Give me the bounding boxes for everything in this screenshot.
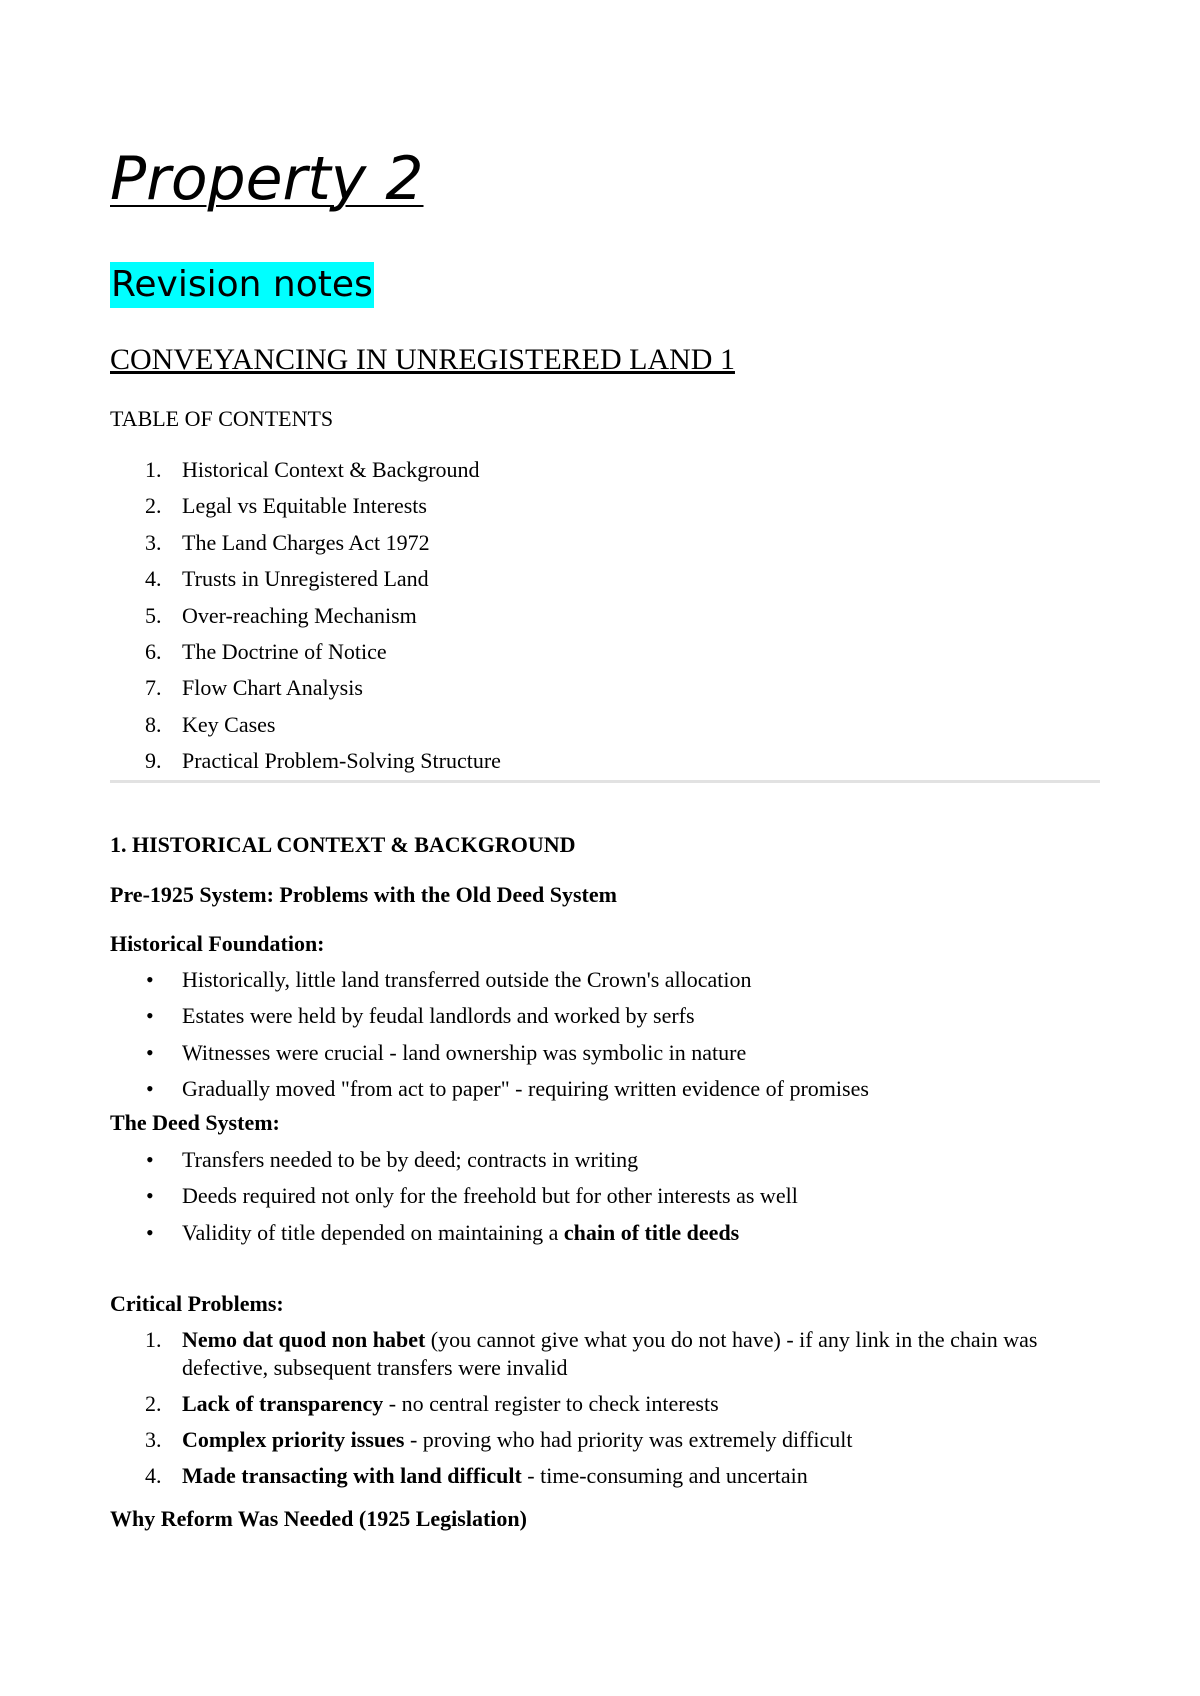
list-item-text: Deeds required not only for the freehold but for other interests as well: [182, 1183, 798, 1209]
deed-system-title: The Deed System:: [110, 1110, 280, 1135]
critical-problems-title: Critical Problems:: [110, 1291, 284, 1316]
bold-term: Made transacting with land difficult: [182, 1463, 522, 1488]
toc-item-label: Over-reaching Mechanism: [182, 602, 417, 628]
list-item-text: Historically, little land transferred outside the Crown's allocation: [182, 967, 752, 992]
main-heading: CONVEYANCING IN UNREGISTERED LAND 1: [110, 343, 735, 376]
toc-item-label: The Land Charges Act 1972: [182, 529, 430, 555]
list-item-text: Transfers needed to be by deed; contracts in writing: [182, 1147, 639, 1172]
list-number: 9.: [145, 748, 162, 774]
bold-term: Nemo dat quod non habet: [182, 1327, 426, 1352]
toc-item: [110, 529, 1100, 565]
list-number: 3.: [145, 1427, 162, 1452]
toc-item: [110, 602, 1100, 638]
toc-item: [110, 456, 1100, 492]
list-number: 5.: [145, 602, 162, 628]
historical-foundation-list: [110, 966, 1100, 1112]
list-item: [110, 1002, 1100, 1038]
list-item: [110, 1146, 1100, 1182]
list-item-text: Validity of title depended on maintaining a: [182, 1219, 564, 1245]
list-number: 4.: [145, 1463, 162, 1488]
bullet-icon: •: [146, 967, 154, 992]
toc-item: [110, 747, 1100, 783]
list-item: [110, 1219, 1100, 1255]
toc-item-label: Legal vs Equitable Interests: [182, 493, 427, 519]
bullet-icon: •: [146, 1147, 154, 1172]
list-item: [110, 1390, 1100, 1418]
bullet-icon: •: [146, 1039, 154, 1065]
bullet-icon: •: [146, 1076, 154, 1102]
list-item: [110, 1462, 1100, 1490]
deed-system-list: [110, 1146, 1100, 1255]
toc-item-label: Practical Problem-Solving Structure: [182, 748, 501, 774]
list-item-text: - time-consuming and uncertain: [521, 1463, 808, 1488]
list-item: [110, 1039, 1100, 1075]
toc-item-label: The Doctrine of Notice: [182, 638, 387, 664]
toc-item: [110, 492, 1100, 528]
list-item-text: Gradually moved "from act to paper" - requiring written evidence of promises: [182, 1076, 869, 1102]
critical-problems-list: [110, 1326, 1100, 1498]
list-number: 1.: [145, 1327, 162, 1352]
list-item-text: Estates were held by feudal landlords and worked by serfs: [182, 1003, 695, 1029]
list-item-text: (you cannot give what you do not have) - if any link in the chain was defective, subsequent transfers were invalid: [182, 1327, 1038, 1380]
toc-item: [110, 565, 1100, 601]
toc-title: TABLE OF CONTENTS: [110, 406, 334, 431]
toc-item-label: Historical Context & Background: [182, 457, 480, 482]
document-title: Property 2: [110, 144, 424, 214]
list-item-text: - proving who had priority was extremely difficult: [404, 1427, 853, 1452]
historical-foundation-title: Historical Foundation:: [110, 931, 325, 956]
toc-item: [110, 711, 1100, 747]
section-heading: 1. HISTORICAL CONTEXT & BACKGROUND: [110, 832, 576, 857]
list-item: [110, 1182, 1100, 1218]
list-number: 8.: [145, 711, 162, 737]
list-number: 1.: [145, 457, 162, 482]
highlighted-subtitle: Revision notes: [110, 262, 374, 308]
list-number: 6.: [145, 638, 162, 664]
bold-term: Complex priority issues: [182, 1427, 405, 1452]
list-item-text: Witnesses were crucial - land ownership was symbolic in nature: [182, 1039, 747, 1065]
list-item: [110, 966, 1100, 1002]
bullet-icon: •: [146, 1003, 154, 1029]
toc-item: [110, 674, 1100, 710]
bullet-icon: •: [146, 1183, 154, 1209]
bold-term: Lack of transparency: [182, 1391, 384, 1416]
list-item-text: - no central register to check interests: [383, 1391, 719, 1416]
bullet-icon: •: [146, 1219, 154, 1245]
list-item: [110, 1075, 1100, 1111]
list-item: [110, 1326, 1100, 1382]
list-number: 7.: [145, 675, 162, 701]
list-number: 4.: [145, 566, 162, 592]
toc-item-label: Key Cases: [182, 711, 276, 737]
toc-item-label: Flow Chart Analysis: [182, 675, 363, 701]
horizontal-divider: [110, 780, 1100, 783]
section-subheading: Pre-1925 System: Problems with the Old Deed System: [110, 882, 617, 907]
table-of-contents: [110, 456, 1100, 784]
list-number: 2.: [145, 493, 162, 519]
bold-term: chain of title deeds: [563, 1219, 740, 1245]
reform-heading: Why Reform Was Needed (1925 Legislation): [110, 1506, 527, 1531]
list-number: 3.: [145, 529, 162, 555]
toc-item-label: Trusts in Unregistered Land: [182, 566, 429, 592]
list-item: [110, 1426, 1100, 1454]
list-number: 2.: [145, 1391, 162, 1416]
toc-item: [110, 638, 1100, 674]
